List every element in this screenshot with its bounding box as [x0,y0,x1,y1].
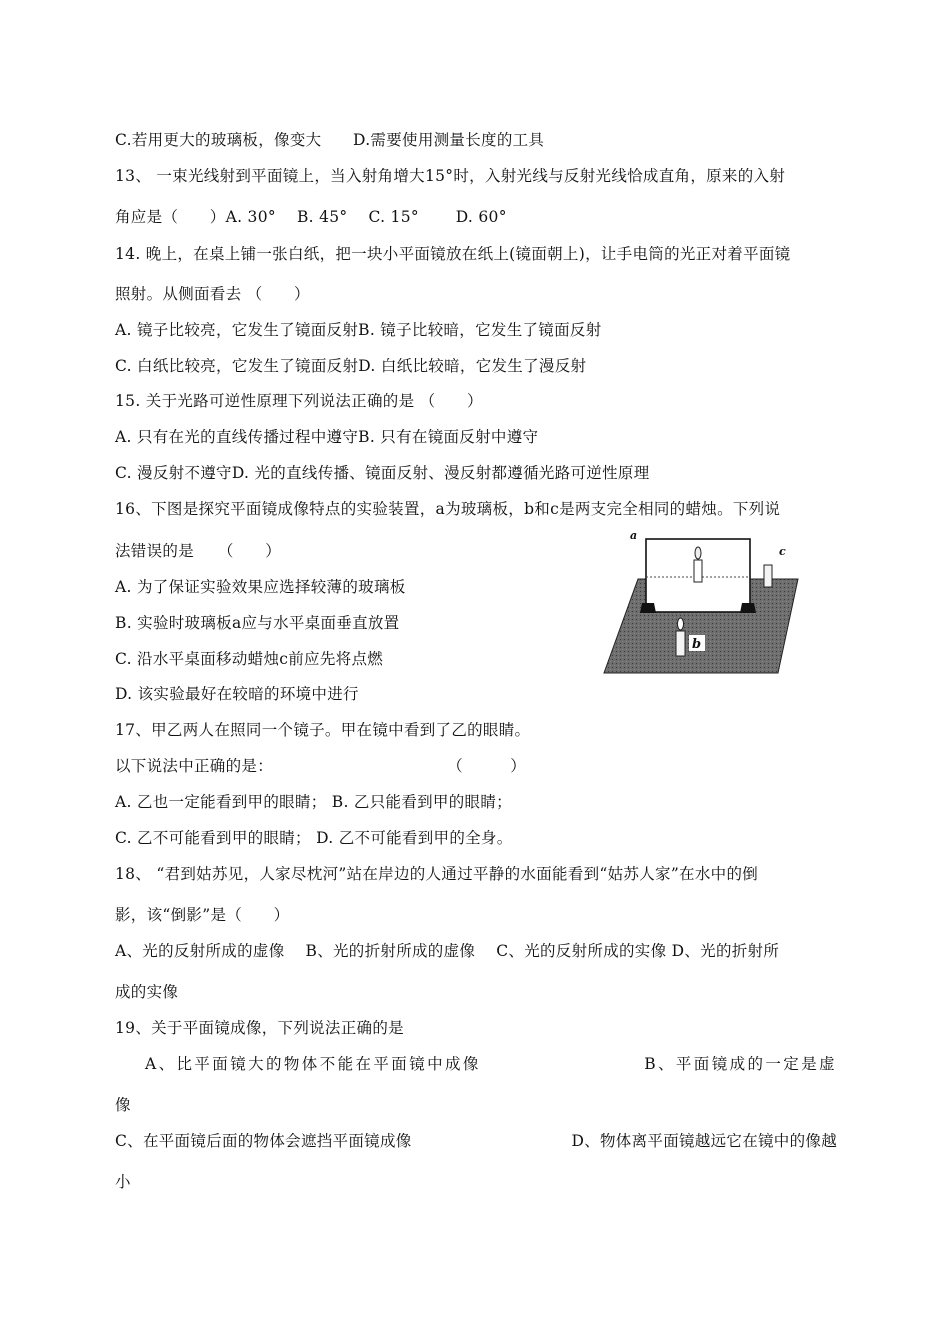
q19-option-b: B、平面镜成的一定是虚 [644,1055,837,1073]
candle-c [764,565,772,587]
q15-stem: 15. 关于光路可逆性原理下列说法正确的是 （ ） [115,392,483,410]
q19-option-a: A、比平面镜大的物体不能在平面镜中成像 [145,1055,481,1073]
q17-prompt: 以下说法中正确的是： （ ） [115,757,527,775]
q15-option-cd: C. 漫反射不遵守D. 光的直线传播、镜面反射、漫反射都遵循光路可逆性原理 [115,464,650,482]
q16-option-a: A. 为了保证实验效果应选择较薄的玻璃板 [115,578,406,596]
candle-b [676,631,685,656]
plate-stand-left [640,603,656,613]
q19-stem: 19、关于平面镜成像，下列说法正确的是 [115,1019,404,1037]
label-c: c [779,545,786,558]
q16-line1: 16、下图是探究平面镜成像特点的实验装置，a为玻璃板，b和c是两支完全相同的蜡烛。下列说 [115,500,781,518]
q18-options-cont: 成的实像 [115,983,179,1001]
q16-option-b: B. 实验时玻璃板a应与水平桌面垂直放置 [115,614,400,632]
q16-line2: 法错误的是 （ ） [115,542,282,560]
q13-line1: 13、 一束光线射到平面镜上，当入射角增大15°时，入射光线与反射光线恰成直角，原来的入射 [115,167,786,185]
q18-line2: 影，该“倒影”是（ ） [115,906,290,924]
q19-option-row2 [115,1129,837,1151]
q13-line2: 角应是（ ）A. 30° B. 45° C. 15° D. 60° [115,208,507,226]
q19-option-d: D、物体离平面镜越远它在镜中的像越 [571,1132,837,1150]
q19-option-d-cont: 小 [115,1173,131,1191]
label-b: b [692,637,702,652]
q15-option-ab: A. 只有在光的直线传播过程中遵守B. 只有在镜面反射中遵守 [115,428,539,446]
q14-line1: 14. 晚上，在桌上铺一张白纸，把一块小平面镜放在纸上(镜面朝上)，让手电筒的光正对着平面镜 [115,245,791,263]
q18-options: A、光的反射所成的虚像 B、光的折射所成的虚像 C、光的反射所成的实像 D、光的折射所 [115,942,780,960]
label-a: a [630,529,638,542]
plate-stand-right [740,603,756,613]
q19-option-c: C、在平面镜后面的物体会遮挡平面镜成像 [115,1132,412,1150]
q17-option-cd: C. 乙不可能看到甲的眼睛； D. 乙不可能看到甲的全身。 [115,829,513,847]
q17-option-ab: A. 乙也一定能看到甲的眼睛； B. 乙只能看到甲的眼睛； [115,793,512,811]
q18-line1: 18、 “君到姑苏见，人家尽枕河”站在岸边的人通过平静的水面能看到“姑苏人家”在水中的倒 [115,865,759,883]
q17-stem: 17、甲乙两人在照同一个镜子。甲在镜中看到了乙的眼睛。 [115,721,531,739]
q19-option-b-cont: 像 [115,1096,131,1114]
flame-b [678,618,684,630]
q16-option-d: D. 该实验最好在较暗的环境中进行 [115,685,359,703]
line-12c: C.若用更大的玻璃板，像变大 D.需要使用测量长度的工具 [115,131,545,149]
q14-line2: 照射。从侧面看去 （ ） [115,285,310,303]
plane-mirror-experiment-figure [600,527,800,677]
q14-option-ab: A. 镜子比较亮，它发生了镜面反射B. 镜子比较暗，它发生了镜面反射 [115,321,602,339]
q16-option-c: C. 沿水平桌面移动蜡烛c前应先将点燃 [115,650,384,668]
q14-option-cd: C. 白纸比较亮，它发生了镜面反射D. 白纸比较暗，它发生了漫反射 [115,357,587,375]
q19-option-row1 [145,1052,837,1074]
candle-image [694,560,702,582]
flame-image [695,547,701,559]
